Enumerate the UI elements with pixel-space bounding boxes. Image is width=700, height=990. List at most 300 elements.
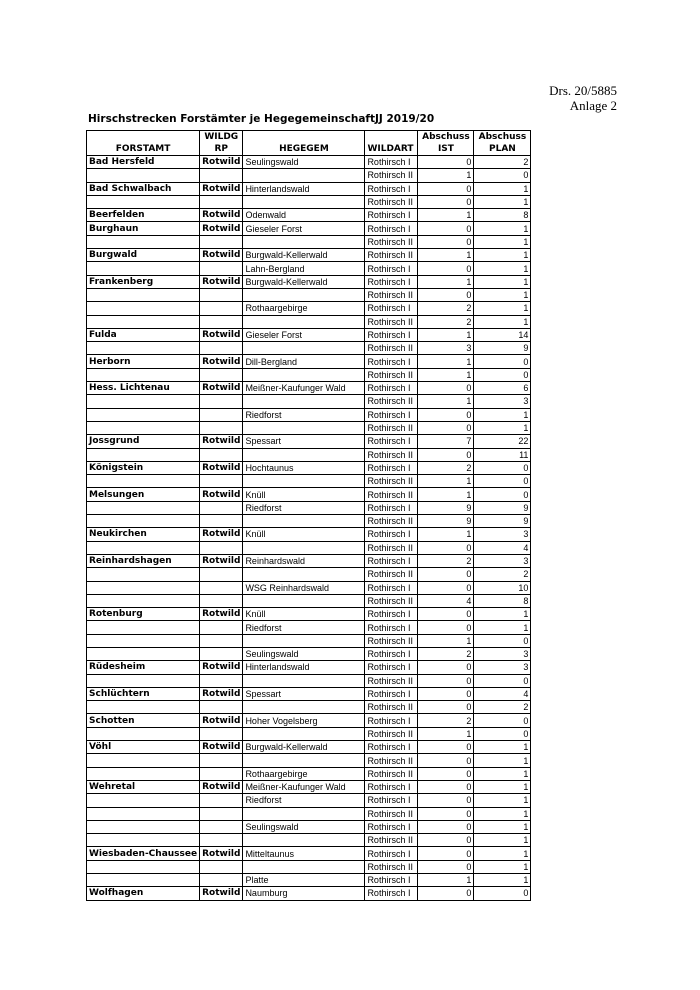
wildg-rp-cell xyxy=(200,568,243,581)
hegegem-cell xyxy=(243,860,365,873)
wildart-cell: Rothirsch I xyxy=(365,302,418,315)
hegegem-cell xyxy=(243,568,365,581)
wildg-rp-cell: Rotwild xyxy=(200,209,243,222)
abschuss-ist-cell: 0 xyxy=(418,262,474,275)
abschuss-plan-cell: 6 xyxy=(474,382,531,395)
wildg-rp-cell xyxy=(200,395,243,408)
hegegem-cell: Hoher Vogelsberg xyxy=(243,714,365,727)
wildg-rp-cell: Rotwild xyxy=(200,714,243,727)
wildart-cell: Rothirsch I xyxy=(365,780,418,793)
wildg-rp-cell: Rotwild xyxy=(200,687,243,700)
abschuss-plan-cell: 8 xyxy=(474,594,531,607)
forstamt-cell: Wolfhagen xyxy=(87,887,200,900)
wildart-cell: Rothirsch II xyxy=(365,727,418,740)
abschuss-plan-cell: 1 xyxy=(474,249,531,262)
forstamt-cell: Burgwald xyxy=(87,249,200,262)
wildart-cell: Rothirsch I xyxy=(365,461,418,474)
forstamt-cell xyxy=(87,754,200,767)
abschuss-ist-cell: 0 xyxy=(418,421,474,434)
col-forstamt-top xyxy=(87,131,200,144)
forstamt-cell xyxy=(87,501,200,514)
hegegem-cell xyxy=(243,421,365,434)
wildart-cell: Rothirsch II xyxy=(365,634,418,647)
forstamt-cell: Hess. Lichtenau xyxy=(87,382,200,395)
forstamt-cell xyxy=(87,594,200,607)
hegegem-cell xyxy=(243,315,365,328)
forstamt-cell xyxy=(87,860,200,873)
abschuss-plan-cell: 0 xyxy=(474,714,531,727)
anlage-label: Anlage 2 xyxy=(569,98,617,113)
forstamt-cell xyxy=(87,448,200,461)
abschuss-ist-cell: 1 xyxy=(418,275,474,288)
wildg-rp-cell xyxy=(200,621,243,634)
table-row xyxy=(87,195,531,208)
abschuss-plan-cell: 0 xyxy=(474,634,531,647)
abschuss-plan-cell: 3 xyxy=(474,554,531,567)
hegegem-cell xyxy=(243,448,365,461)
table-row xyxy=(87,528,531,541)
abschuss-ist-cell: 0 xyxy=(418,820,474,833)
wildart-cell: Rothirsch I xyxy=(365,222,418,235)
table-row xyxy=(87,834,531,847)
wildart-cell: Rothirsch I xyxy=(365,714,418,727)
wildart-cell: Rothirsch I xyxy=(365,275,418,288)
wildart-cell: Rothirsch I xyxy=(365,554,418,567)
forstamt-cell xyxy=(87,634,200,647)
col-forstamt: FORSTAMT xyxy=(87,143,200,156)
hegegem-cell xyxy=(243,368,365,381)
wildart-cell: Rothirsch II xyxy=(365,475,418,488)
abschuss-plan-cell: 2 xyxy=(474,701,531,714)
wildg-rp-cell xyxy=(200,727,243,740)
forstamt-cell xyxy=(87,475,200,488)
forstamt-cell xyxy=(87,421,200,434)
hegegem-cell: Mitteltaunus xyxy=(243,847,365,860)
abschuss-plan-cell: 3 xyxy=(474,395,531,408)
wildg-rp-cell xyxy=(200,302,243,315)
wildart-cell: Rothirsch II xyxy=(365,807,418,820)
forstamt-cell: Königstein xyxy=(87,461,200,474)
forstamt-cell xyxy=(87,874,200,887)
forstamt-cell xyxy=(87,834,200,847)
wildg-rp-cell xyxy=(200,515,243,528)
abschuss-plan-cell: 9 xyxy=(474,515,531,528)
forstamt-cell: Fulda xyxy=(87,328,200,341)
table-row xyxy=(87,222,531,235)
table-row xyxy=(87,608,531,621)
wildg-rp-cell: Rotwild xyxy=(200,780,243,793)
wildg-rp-cell xyxy=(200,674,243,687)
table-row xyxy=(87,741,531,754)
drucksache-number: Drs. 20/5885 xyxy=(549,83,617,98)
hegegem-cell: Rothaargebirge xyxy=(243,302,365,315)
abschuss-ist-cell: 2 xyxy=(418,714,474,727)
forstamt-cell xyxy=(87,169,200,182)
wildg-rp-cell: Rotwild xyxy=(200,156,243,169)
document-reference xyxy=(549,83,617,113)
table-row xyxy=(87,581,531,594)
forstamt-cell: Jossgrund xyxy=(87,435,200,448)
table-row xyxy=(87,395,531,408)
abschuss-plan-cell: 1 xyxy=(474,195,531,208)
hegegem-cell xyxy=(243,834,365,847)
abschuss-ist-cell: 0 xyxy=(418,794,474,807)
wildart-cell: Rothirsch I xyxy=(365,408,418,421)
forstamt-cell xyxy=(87,302,200,315)
hegegem-cell: Gieseler Forst xyxy=(243,328,365,341)
abschuss-ist-cell: 1 xyxy=(418,475,474,488)
forstamt-cell xyxy=(87,807,200,820)
wildart-cell: Rothirsch I xyxy=(365,501,418,514)
hegegem-cell: Hochtaunus xyxy=(243,461,365,474)
table-row xyxy=(87,860,531,873)
hunting-table xyxy=(86,130,531,901)
wildg-rp-cell xyxy=(200,262,243,275)
wildg-rp-cell xyxy=(200,475,243,488)
hegegem-cell: Lahn-Bergland xyxy=(243,262,365,275)
wildg-rp-cell xyxy=(200,288,243,301)
hegegem-cell xyxy=(243,727,365,740)
forstamt-cell: Herborn xyxy=(87,355,200,368)
abschuss-ist-cell: 1 xyxy=(418,727,474,740)
hegegem-cell: Spessart xyxy=(243,687,365,700)
table-row xyxy=(87,275,531,288)
abschuss-plan-cell: 1 xyxy=(474,288,531,301)
abschuss-plan-cell: 3 xyxy=(474,661,531,674)
col-wildart-top xyxy=(365,131,418,144)
wildart-cell: Rothirsch II xyxy=(365,395,418,408)
hegegem-cell xyxy=(243,541,365,554)
hegegem-cell: Reinhardswald xyxy=(243,554,365,567)
table-row xyxy=(87,435,531,448)
abschuss-ist-cell: 0 xyxy=(418,568,474,581)
table-row xyxy=(87,820,531,833)
abschuss-plan-cell: 1 xyxy=(474,275,531,288)
forstamt-cell xyxy=(87,515,200,528)
hegegem-cell: Seulingswald xyxy=(243,647,365,660)
abschuss-ist-cell: 0 xyxy=(418,860,474,873)
forstamt-cell xyxy=(87,820,200,833)
abschuss-ist-cell: 0 xyxy=(418,541,474,554)
wildart-cell: Rothirsch II xyxy=(365,448,418,461)
col-plan: PLAN xyxy=(474,143,531,156)
wildg-rp-cell xyxy=(200,860,243,873)
wildart-cell: Rothirsch I xyxy=(365,435,418,448)
abschuss-ist-cell: 0 xyxy=(418,235,474,248)
wildart-cell: Rothirsch II xyxy=(365,169,418,182)
abschuss-plan-cell: 11 xyxy=(474,448,531,461)
abschuss-plan-cell: 3 xyxy=(474,528,531,541)
table-row xyxy=(87,182,531,195)
forstamt-cell: Schlüchtern xyxy=(87,687,200,700)
wildart-cell: Rothirsch I xyxy=(365,608,418,621)
wildart-cell: Rothirsch II xyxy=(365,315,418,328)
hegegem-cell: Riedforst xyxy=(243,408,365,421)
abschuss-plan-cell: 14 xyxy=(474,328,531,341)
abschuss-plan-cell: 1 xyxy=(474,834,531,847)
col-hegegem-top xyxy=(243,131,365,144)
forstamt-cell xyxy=(87,674,200,687)
abschuss-plan-cell: 22 xyxy=(474,435,531,448)
wildg-rp-cell xyxy=(200,701,243,714)
abschuss-ist-cell: 0 xyxy=(418,382,474,395)
wildart-cell: Rothirsch II xyxy=(365,235,418,248)
hegegem-cell: Gieseler Forst xyxy=(243,222,365,235)
abschuss-plan-cell: 1 xyxy=(474,741,531,754)
abschuss-ist-cell: 9 xyxy=(418,501,474,514)
abschuss-ist-cell: 0 xyxy=(418,674,474,687)
col-wildg-rp: RP xyxy=(200,143,243,156)
table-row xyxy=(87,355,531,368)
hegegem-cell: Riedforst xyxy=(243,621,365,634)
abschuss-ist-cell: 4 xyxy=(418,594,474,607)
table-row xyxy=(87,568,531,581)
hegegem-cell xyxy=(243,515,365,528)
forstamt-cell xyxy=(87,767,200,780)
wildg-rp-cell xyxy=(200,195,243,208)
forstamt-cell xyxy=(87,701,200,714)
wildart-cell: Rothirsch II xyxy=(365,288,418,301)
forstamt-cell: Bad Hersfeld xyxy=(87,156,200,169)
wildart-cell: Rothirsch II xyxy=(365,674,418,687)
wildart-cell: Rothirsch II xyxy=(365,767,418,780)
abschuss-ist-cell: 0 xyxy=(418,741,474,754)
abschuss-plan-cell: 4 xyxy=(474,687,531,700)
table-row xyxy=(87,794,531,807)
table-row xyxy=(87,874,531,887)
forstamt-cell xyxy=(87,342,200,355)
abschuss-plan-cell: 0 xyxy=(474,169,531,182)
forstamt-cell: Wehretal xyxy=(87,780,200,793)
wildg-rp-cell xyxy=(200,541,243,554)
hegegem-cell: Burgwald-Kellerwald xyxy=(243,275,365,288)
table-row xyxy=(87,448,531,461)
forstamt-cell: Schotten xyxy=(87,714,200,727)
wildg-rp-cell: Rotwild xyxy=(200,328,243,341)
abschuss-ist-cell: 9 xyxy=(418,515,474,528)
abschuss-plan-cell: 1 xyxy=(474,754,531,767)
wildart-cell: Rothirsch I xyxy=(365,621,418,634)
wildg-rp-cell: Rotwild xyxy=(200,435,243,448)
hegegem-cell: Hinterlandswald xyxy=(243,182,365,195)
table-row xyxy=(87,727,531,740)
abschuss-plan-cell: 1 xyxy=(474,421,531,434)
hegegem-cell xyxy=(243,342,365,355)
abschuss-plan-cell: 1 xyxy=(474,315,531,328)
hegegem-cell: Odenwald xyxy=(243,209,365,222)
abschuss-ist-cell: 0 xyxy=(418,701,474,714)
forstamt-cell: Burghaun xyxy=(87,222,200,235)
abschuss-plan-cell: 1 xyxy=(474,408,531,421)
abschuss-plan-cell: 2 xyxy=(474,568,531,581)
wildg-rp-cell: Rotwild xyxy=(200,661,243,674)
abschuss-ist-cell: 1 xyxy=(418,328,474,341)
abschuss-plan-cell: 0 xyxy=(474,488,531,501)
abschuss-ist-cell: 0 xyxy=(418,448,474,461)
abschuss-plan-cell: 1 xyxy=(474,222,531,235)
col-ist: IST xyxy=(418,143,474,156)
abschuss-plan-cell: 10 xyxy=(474,581,531,594)
hegegem-cell: Meißner-Kaufunger Wald xyxy=(243,780,365,793)
wildart-cell: Rothirsch II xyxy=(365,834,418,847)
abschuss-ist-cell: 1 xyxy=(418,169,474,182)
forstamt-cell xyxy=(87,647,200,660)
wildart-cell: Rothirsch I xyxy=(365,874,418,887)
wildart-cell: Rothirsch II xyxy=(365,568,418,581)
table-row xyxy=(87,368,531,381)
abschuss-ist-cell: 1 xyxy=(418,395,474,408)
abschuss-plan-cell: 0 xyxy=(474,475,531,488)
abschuss-ist-cell: 1 xyxy=(418,488,474,501)
col-wildart: WILDART xyxy=(365,143,418,156)
forstamt-cell xyxy=(87,794,200,807)
abschuss-ist-cell: 1 xyxy=(418,528,474,541)
wildart-cell: Rothirsch I xyxy=(365,661,418,674)
forstamt-cell xyxy=(87,195,200,208)
abschuss-ist-cell: 0 xyxy=(418,687,474,700)
table-row xyxy=(87,461,531,474)
abschuss-ist-cell: 0 xyxy=(418,408,474,421)
forstamt-cell: Neukirchen xyxy=(87,528,200,541)
abschuss-ist-cell: 0 xyxy=(418,780,474,793)
wildart-cell: Rothirsch II xyxy=(365,368,418,381)
wildg-rp-cell xyxy=(200,315,243,328)
forstamt-cell xyxy=(87,581,200,594)
wildg-rp-cell: Rotwild xyxy=(200,528,243,541)
abschuss-plan-cell: 1 xyxy=(474,807,531,820)
abschuss-plan-cell: 1 xyxy=(474,780,531,793)
forstamt-cell xyxy=(87,541,200,554)
forstamt-cell xyxy=(87,262,200,275)
hegegem-cell: Knüll xyxy=(243,608,365,621)
table-row xyxy=(87,408,531,421)
wildart-cell: Rothirsch II xyxy=(365,249,418,262)
wildg-rp-cell: Rotwild xyxy=(200,741,243,754)
abschuss-plan-cell: 0 xyxy=(474,887,531,900)
wildart-cell: Rothirsch I xyxy=(365,794,418,807)
table-row xyxy=(87,687,531,700)
wildart-cell: Rothirsch II xyxy=(365,860,418,873)
wildart-cell: Rothirsch I xyxy=(365,382,418,395)
table-row xyxy=(87,780,531,793)
hegegem-cell xyxy=(243,674,365,687)
wildg-rp-cell xyxy=(200,408,243,421)
wildg-rp-cell xyxy=(200,767,243,780)
table-body xyxy=(87,156,531,901)
abschuss-plan-cell: 8 xyxy=(474,209,531,222)
wildart-cell: Rothirsch I xyxy=(365,887,418,900)
hegegem-cell xyxy=(243,807,365,820)
table-row xyxy=(87,382,531,395)
wildg-rp-cell: Rotwild xyxy=(200,488,243,501)
table-row xyxy=(87,887,531,900)
abschuss-ist-cell: 0 xyxy=(418,182,474,195)
abschuss-ist-cell: 0 xyxy=(418,581,474,594)
abschuss-ist-cell: 0 xyxy=(418,767,474,780)
wildg-rp-cell xyxy=(200,421,243,434)
table-row xyxy=(87,847,531,860)
wildart-cell: Rothirsch I xyxy=(365,209,418,222)
wildg-rp-cell xyxy=(200,634,243,647)
hegegem-cell xyxy=(243,169,365,182)
table-row xyxy=(87,262,531,275)
abschuss-plan-cell: 1 xyxy=(474,302,531,315)
table-row xyxy=(87,249,531,262)
wildg-rp-cell xyxy=(200,647,243,660)
forstamt-cell: Melsungen xyxy=(87,488,200,501)
forstamt-cell: Rotenburg xyxy=(87,608,200,621)
col-wildg-top: WILDG xyxy=(200,131,243,144)
abschuss-plan-cell: 1 xyxy=(474,235,531,248)
abschuss-ist-cell: 1 xyxy=(418,368,474,381)
abschuss-plan-cell: 9 xyxy=(474,501,531,514)
abschuss-ist-cell: 0 xyxy=(418,608,474,621)
wildart-cell: Rothirsch I xyxy=(365,687,418,700)
hegegem-cell: Seulingswald xyxy=(243,820,365,833)
col-ist-top: Abschuss xyxy=(418,131,474,144)
abschuss-plan-cell: 1 xyxy=(474,847,531,860)
table-row xyxy=(87,554,531,567)
forstamt-cell xyxy=(87,727,200,740)
abschuss-plan-cell: 2 xyxy=(474,156,531,169)
wildart-cell: Rothirsch I xyxy=(365,528,418,541)
table-row xyxy=(87,501,531,514)
table-row xyxy=(87,342,531,355)
abschuss-plan-cell: 0 xyxy=(474,368,531,381)
wildart-cell: Rothirsch I xyxy=(365,156,418,169)
abschuss-ist-cell: 0 xyxy=(418,834,474,847)
table-row xyxy=(87,767,531,780)
wildg-rp-cell: Rotwild xyxy=(200,554,243,567)
abschuss-ist-cell: 2 xyxy=(418,461,474,474)
abschuss-plan-cell: 1 xyxy=(474,820,531,833)
abschuss-plan-cell: 1 xyxy=(474,860,531,873)
table-row xyxy=(87,315,531,328)
table-row xyxy=(87,235,531,248)
hegegem-cell: Meißner-Kaufunger Wald xyxy=(243,382,365,395)
table-row xyxy=(87,714,531,727)
wildg-rp-cell xyxy=(200,807,243,820)
hegegem-cell: Spessart xyxy=(243,435,365,448)
table-row xyxy=(87,209,531,222)
hegegem-cell xyxy=(243,235,365,248)
wildart-cell: Rothirsch II xyxy=(365,195,418,208)
wildg-rp-cell: Rotwild xyxy=(200,182,243,195)
wildart-cell: Rothirsch I xyxy=(365,262,418,275)
wildg-rp-cell: Rotwild xyxy=(200,847,243,860)
abschuss-ist-cell: 1 xyxy=(418,209,474,222)
wildg-rp-cell: Rotwild xyxy=(200,382,243,395)
forstamt-cell: Frankenberg xyxy=(87,275,200,288)
wildg-rp-cell xyxy=(200,448,243,461)
table-row xyxy=(87,621,531,634)
hegegem-cell xyxy=(243,475,365,488)
table-row xyxy=(87,169,531,182)
wildg-rp-cell xyxy=(200,235,243,248)
table-row xyxy=(87,475,531,488)
abschuss-ist-cell: 2 xyxy=(418,315,474,328)
hegegem-cell xyxy=(243,288,365,301)
hegegem-cell xyxy=(243,195,365,208)
abschuss-ist-cell: 0 xyxy=(418,754,474,767)
hegegem-cell xyxy=(243,395,365,408)
wildg-rp-cell: Rotwild xyxy=(200,249,243,262)
abschuss-ist-cell: 0 xyxy=(418,222,474,235)
hegegem-cell: WSG Reinhardswald xyxy=(243,581,365,594)
wildg-rp-cell: Rotwild xyxy=(200,275,243,288)
hegegem-cell: Platte xyxy=(243,874,365,887)
forstamt-cell xyxy=(87,235,200,248)
